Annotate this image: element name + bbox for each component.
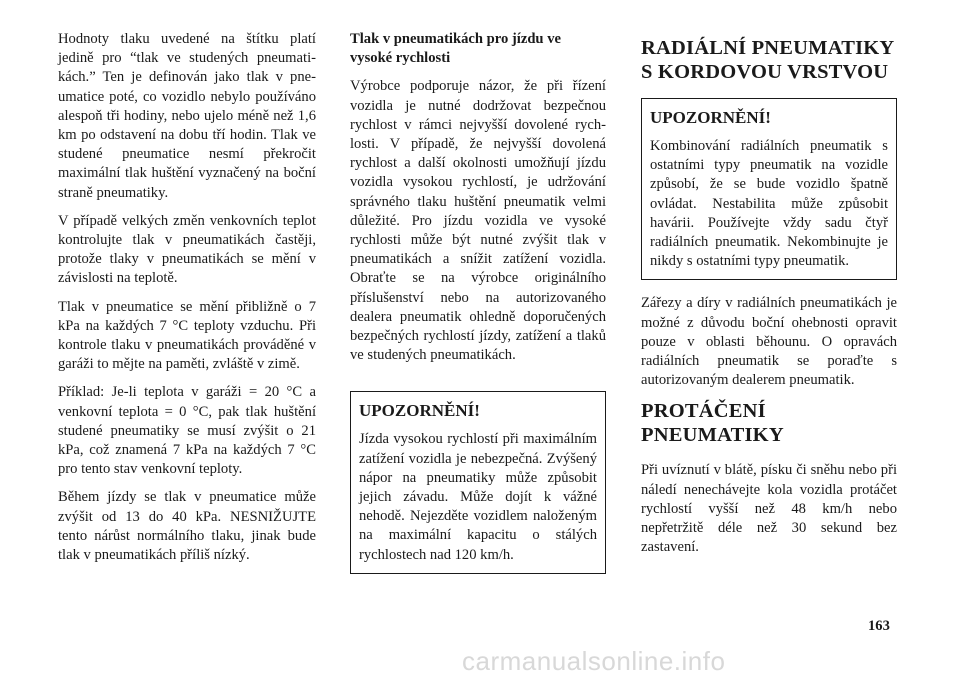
- heading-tire-spinning-line2: PNEUMATIKY: [641, 424, 784, 447]
- warning-title: UPOZORNĚNÍ!: [650, 108, 771, 127]
- column-left: [58, 30, 316, 574]
- subheading-high-speed-pressure: Tlak v pneumatikách pro jízdu ve vysoké rychlosti: [350, 31, 561, 67]
- warning-text: Jízda vysokou rychlostí při maximálním zatížení vozidla je nebezpečná. Zvýšený nápor na pneumatiky může způsobit jejich závadu. Může dojít k vážné nehodě. Nejezděte vozidlem naloženým na maximální kapacitu o stálých rychlostech nad 120 km/h.: [359, 431, 597, 563]
- watermark: carmanualsonline.info: [462, 646, 726, 676]
- paragraph-pressure-per-degree: Tlak v pneumatice se mění přibližně o 7 kPa na každých 7 °C teploty vzduchu. Při kontrole tlaku v pneumatikách prováděné v garáži to mějte na paměti, zvláště v zimě.: [58, 298, 316, 373]
- paragraph-driving-pressure-increase: Během jízdy se tlak v pneumatice může zvýšit od 13 do 40 kPa. NESNIŽUJTE tento nárůst normálního tlaku, jinak bude tlak v pneumatikách příliš nízký.: [58, 489, 316, 564]
- column-middle: [350, 30, 606, 574]
- heading-radial-tires: [641, 36, 897, 84]
- paragraph-tire-spinning: Při uvíznutí v blátě, písku či sněhu nebo při náledí nenechávejte kola vozidla protáčet rychlostí vyšší než 48 km/h nebo nepřetržitě déle než 30 sekund bez zastavení.: [641, 462, 897, 556]
- heading-radial-tires-line2: S KORDOVOU VRSTVOU: [641, 61, 889, 83]
- column-right: [641, 30, 897, 566]
- warning-title: UPOZORNĚNÍ!: [359, 401, 480, 421]
- page-number: 163: [868, 618, 890, 634]
- paragraph-temperature-changes: V případě velkých změn venkovních teplot kontrolujte tlak v pneumatikách častěji, protože tlaky v pneumatikách se mění v závislosti na teplotě.: [58, 212, 316, 287]
- paragraph-high-speed-driving: Výrobce podporuje názor, že při řízení vozidla je nutné dodržovat bezpečnou rychlost v rámci nejvyšší dovolené rychlosti. V případě, že nejvyšší dovolená rychlost a další okolnosti umožňují jízdu vozidla vysokou rychlostí, je udržování správného tlaku huštění pneumatik velmi důležité. Pro jízdu vozidla ve vysoké rychlosti může být nutné zvýšit tlak v pneumatikách a snížit zatížení vozidla. Obraťte se na výrobce originálního příslušenství nebo na autorizovaného dealera pneumatik ohledně doporučených bezpečných rychlostí jízdy, zatížení a tlaků ve studených pneumatikách.: [350, 78, 606, 364]
- warning-text: Kombinování radiálních pneumatik s ostatními typy pneumatik na vozidle způsobí, že se bude vozidlo špatně ovládat. Nestabilita může způsobit havárii. Používejte vždy sadu čtyř radiálních pneumatik. Nekombinujte je nikdy s ostatními typy pneumatik.: [650, 138, 888, 270]
- warning-box-high-speed: [350, 391, 606, 573]
- warning-box-radial-mixing: [641, 98, 897, 280]
- heading-radial-tires-line1: RADIÁLNÍ PNEUMATIKY: [641, 37, 895, 59]
- paragraph-radial-repair: Zářezy a díry v radiálních pneumatikách je možné z důvodu boční ohebnosti opravit pouze v oblasti běhounu. O opravách radiálních pneumatik se poraďte s autorizovaným dealerem pneumatik.: [641, 295, 897, 389]
- paragraph-cold-tire-pressure: Hodnoty tlaku uvedené na štítku platí jedině pro “tlak ve studených pneumatikách.” Ten je definován jako tlak v pneumatice poté, co vozidlo nebylo používáno alespoň tři hodiny, nebo ujelo méně než 1,6 km po odstavení na dobu tří hodin. Tlak ve studené pneumatice nesmí překročit maximální tlak huštění vyznačený na boční straně pneumatiky.: [58, 31, 316, 201]
- paragraph-garage-example: Příklad: Je-li teplota v garáži = 20 °C a venkovní teplota = 0 °C, pak tlak huštění studené pneumatiky se musí zvýšit o 21 kPa, což znamená 7 kPa na každých 7 °C pro tento stav venkovní teploty.: [58, 384, 316, 478]
- heading-tire-spinning-line1: PROTÁČENÍ: [641, 400, 766, 423]
- heading-tire-spinning: [641, 399, 897, 447]
